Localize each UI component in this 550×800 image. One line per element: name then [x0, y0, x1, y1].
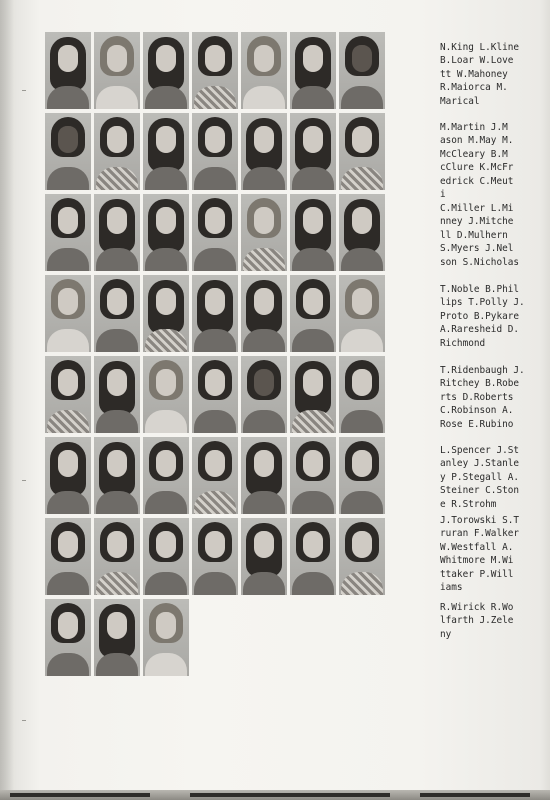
portrait-shoulders: [292, 248, 334, 271]
student-portrait: [241, 32, 287, 109]
portrait-face: [58, 369, 78, 396]
student-portrait: [290, 518, 336, 595]
portrait-shoulders: [47, 653, 89, 676]
portrait-shoulders: [47, 86, 89, 109]
portrait-face: [107, 126, 127, 153]
student-portrait: [339, 113, 385, 190]
portrait-shoulders: [243, 491, 285, 514]
portrait-shoulders: [47, 491, 89, 514]
portrait-shoulders: [341, 167, 383, 190]
portrait-face: [254, 45, 274, 72]
portrait-shoulders: [341, 86, 383, 109]
portrait-face: [352, 45, 372, 72]
portrait-shoulders: [194, 572, 236, 595]
portrait-shoulders: [145, 572, 187, 595]
student-portrait: [339, 437, 385, 514]
portrait-face: [107, 612, 127, 639]
student-portrait: [143, 356, 189, 433]
student-portrait: [143, 113, 189, 190]
portrait-shoulders: [341, 572, 383, 595]
portrait-face: [58, 531, 78, 558]
portrait-face: [303, 369, 323, 396]
portrait-face: [205, 45, 225, 72]
student-portrait: [94, 599, 140, 676]
portrait-shoulders: [47, 248, 89, 271]
portrait-face: [303, 207, 323, 234]
portrait-face: [156, 369, 176, 396]
caption-row-5: T.Ridenbaugh J. Ritchey B.Robe rts D.Roberts C.Robinson A. Rose E.Rubino: [440, 365, 525, 430]
caption-row-4: T.Noble B.Phil lips T.Polly J. Proto B.Pykare A.Raresheid D. Richmond: [440, 284, 525, 349]
portrait-face: [303, 288, 323, 315]
portrait-shoulders: [96, 410, 138, 433]
margin-mark: [22, 720, 26, 721]
student-portrait: [290, 275, 336, 352]
student-portrait: [143, 32, 189, 109]
portrait-shoulders: [96, 491, 138, 514]
student-portrait: [241, 518, 287, 595]
portrait-shoulders: [194, 491, 236, 514]
student-photo-grid: [45, 32, 385, 676]
portrait-shoulders: [96, 167, 138, 190]
portrait-shoulders: [194, 248, 236, 271]
portrait-shoulders: [243, 572, 285, 595]
student-portrait: [143, 437, 189, 514]
portrait-shoulders: [243, 248, 285, 271]
portrait-shoulders: [47, 572, 89, 595]
student-portrait: [94, 32, 140, 109]
portrait-shoulders: [145, 410, 187, 433]
portrait-face: [156, 612, 176, 639]
student-portrait: [94, 113, 140, 190]
portrait-face: [156, 126, 176, 153]
portrait-face: [254, 450, 274, 477]
portrait-shoulders: [341, 329, 383, 352]
portrait-face: [58, 207, 78, 234]
portrait-shoulders: [292, 410, 334, 433]
student-portrait: [192, 518, 238, 595]
portrait-face: [107, 288, 127, 315]
portrait-face: [254, 531, 274, 558]
portrait-shoulders: [194, 410, 236, 433]
student-portrait: [339, 275, 385, 352]
portrait-shoulders: [243, 329, 285, 352]
portrait-face: [352, 288, 372, 315]
caption-row-8: R.Wirick R.Wo lfarth J.Zele ny: [440, 602, 514, 640]
portrait-face: [107, 531, 127, 558]
portrait-face: [205, 126, 225, 153]
portrait-face: [156, 288, 176, 315]
student-portrait: [192, 437, 238, 514]
student-portrait: [45, 275, 91, 352]
portrait-face: [205, 207, 225, 234]
student-portrait: [192, 113, 238, 190]
portrait-face: [156, 531, 176, 558]
portrait-shoulders: [243, 410, 285, 433]
student-portrait: [143, 275, 189, 352]
caption-row-2: M.Martin J.M ason M.May M. McCleary B.M cClure K.McFr edrick C.Meut i: [440, 122, 514, 201]
student-portrait: [241, 275, 287, 352]
portrait-face: [205, 450, 225, 477]
portrait-face: [303, 126, 323, 153]
student-portrait: [45, 356, 91, 433]
student-portrait: [241, 437, 287, 514]
portrait-shoulders: [145, 653, 187, 676]
page-fold-shadow: [0, 0, 14, 800]
portrait-shoulders: [292, 572, 334, 595]
student-portrait: [290, 113, 336, 190]
portrait-face: [107, 369, 127, 396]
student-portrait: [94, 518, 140, 595]
student-portrait: [45, 194, 91, 271]
portrait-shoulders: [145, 86, 187, 109]
portrait-face: [352, 531, 372, 558]
portrait-shoulders: [145, 491, 187, 514]
portrait-shoulders: [194, 167, 236, 190]
portrait-face: [58, 450, 78, 477]
student-portrait: [339, 518, 385, 595]
student-portrait: [192, 194, 238, 271]
caption-row-1: N.King L.Kline B.Loar W.Love tt W.Mahoney R.Maiorca M. Marical: [440, 42, 520, 107]
portrait-face: [254, 288, 274, 315]
student-portrait: [143, 518, 189, 595]
portrait-face: [303, 45, 323, 72]
portrait-face: [352, 369, 372, 396]
margin-mark: [22, 90, 26, 91]
student-portrait: [241, 356, 287, 433]
student-portrait: [290, 32, 336, 109]
portrait-face: [254, 207, 274, 234]
student-portrait: [94, 275, 140, 352]
caption-row-7: J.Torowski S.T ruran F.Walker W.Westfall A. Whitmore M.Wi ttaker P.Will iams: [440, 515, 520, 594]
margin-mark: [22, 480, 26, 481]
portrait-shoulders: [292, 329, 334, 352]
portrait-face: [352, 207, 372, 234]
portrait-shoulders: [194, 86, 236, 109]
portrait-face: [254, 369, 274, 396]
student-portrait: [339, 32, 385, 109]
page-bottom-edge: [0, 790, 550, 800]
portrait-face: [205, 531, 225, 558]
portrait-face: [156, 450, 176, 477]
portrait-face: [107, 45, 127, 72]
student-portrait: [192, 275, 238, 352]
portrait-shoulders: [243, 167, 285, 190]
portrait-shoulders: [47, 329, 89, 352]
portrait-shoulders: [145, 167, 187, 190]
portrait-shoulders: [341, 248, 383, 271]
student-portrait: [339, 356, 385, 433]
portrait-shoulders: [96, 329, 138, 352]
portrait-shoulders: [341, 491, 383, 514]
student-portrait: [290, 356, 336, 433]
portrait-shoulders: [47, 167, 89, 190]
student-portrait: [192, 356, 238, 433]
portrait-face: [58, 288, 78, 315]
student-portrait: [192, 32, 238, 109]
portrait-face: [58, 45, 78, 72]
student-portrait: [143, 599, 189, 676]
portrait-shoulders: [145, 248, 187, 271]
portrait-shoulders: [243, 86, 285, 109]
portrait-shoulders: [341, 410, 383, 433]
student-portrait: [290, 437, 336, 514]
portrait-face: [156, 45, 176, 72]
portrait-shoulders: [292, 491, 334, 514]
student-portrait: [45, 599, 91, 676]
portrait-face: [58, 612, 78, 639]
student-portrait: [94, 194, 140, 271]
student-portrait: [339, 194, 385, 271]
portrait-face: [303, 531, 323, 558]
portrait-face: [107, 207, 127, 234]
portrait-shoulders: [292, 86, 334, 109]
portrait-shoulders: [145, 329, 187, 352]
portrait-shoulders: [292, 167, 334, 190]
student-portrait: [241, 113, 287, 190]
student-portrait: [94, 356, 140, 433]
portrait-face: [254, 126, 274, 153]
portrait-face: [205, 369, 225, 396]
caption-row-3: C.Miller L.Mi nney J.Mitche ll D.Mulhern S.Myers J.Nel son S.Nicholas: [440, 203, 520, 268]
portrait-face: [107, 450, 127, 477]
student-portrait: [94, 437, 140, 514]
student-portrait: [45, 518, 91, 595]
portrait-shoulders: [194, 329, 236, 352]
caption-row-6: L.Spencer J.St anley J.Stanle y P.Stegall A. Steiner C.Ston e R.Strohm: [440, 445, 520, 510]
portrait-face: [352, 450, 372, 477]
student-portrait: [290, 194, 336, 271]
student-portrait: [143, 194, 189, 271]
portrait-shoulders: [47, 410, 89, 433]
portrait-face: [303, 450, 323, 477]
portrait-face: [205, 288, 225, 315]
portrait-shoulders: [96, 653, 138, 676]
portrait-shoulders: [96, 248, 138, 271]
portrait-face: [58, 126, 78, 153]
portrait-shoulders: [96, 86, 138, 109]
student-portrait: [45, 113, 91, 190]
student-portrait: [45, 32, 91, 109]
student-portrait: [45, 437, 91, 514]
portrait-face: [156, 207, 176, 234]
student-portrait: [241, 194, 287, 271]
portrait-shoulders: [96, 572, 138, 595]
portrait-face: [352, 126, 372, 153]
